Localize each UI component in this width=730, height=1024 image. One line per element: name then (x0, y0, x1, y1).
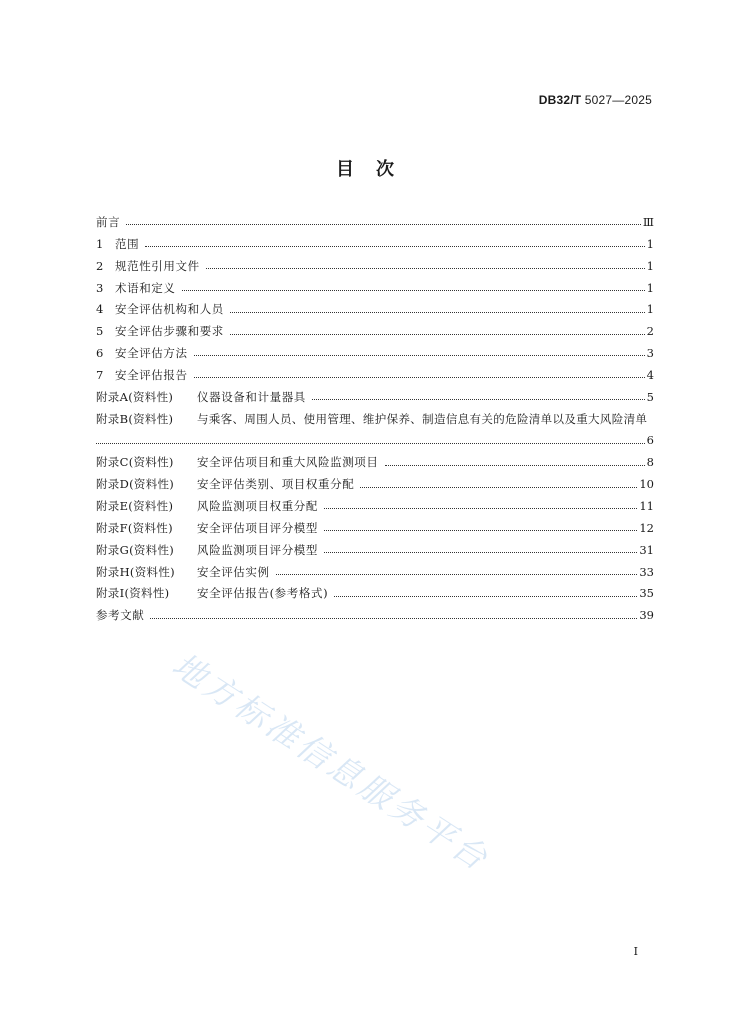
dot-leader (312, 399, 645, 400)
toc-entry-page: 1 (646, 280, 654, 295)
toc-entry-label: 前言 (96, 215, 121, 229)
toc-entry-appendix-g[interactable] (96, 540, 654, 562)
toc-entry-appendix-i[interactable] (96, 583, 654, 605)
toc-appendix-label: 附录E(资料性) (96, 498, 174, 513)
toc-entry-page: 2 (646, 324, 654, 339)
toc-entry-7[interactable] (96, 365, 654, 387)
toc-entry-6[interactable] (96, 343, 654, 365)
toc-entry-appendix-f[interactable] (96, 518, 654, 540)
toc-entry-appendix-b[interactable] (96, 409, 654, 431)
dot-leader (334, 596, 637, 597)
footer-page-number: I (633, 945, 638, 958)
toc-entry-page: 35 (639, 586, 654, 601)
toc-appendix-label: 附录F(资料性) (96, 520, 173, 535)
watermark: 地方标准信息服务平台 (165, 645, 498, 880)
toc-entry-page: 1 (646, 302, 654, 317)
toc-entry-number: 1 (96, 236, 104, 251)
toc-entry-number: 4 (96, 302, 104, 317)
toc-entry-label: 规范性引用文件 (115, 258, 200, 273)
toc-entry-label: 范围 (115, 236, 140, 251)
toc-entry-label: 与乘客、周围人员、使用管理、维护保养、制造信息有关的危险清单以及重大风险清单 (197, 411, 648, 426)
toc-entry-1[interactable] (96, 234, 654, 256)
toc-entry-page: 31 (639, 542, 654, 557)
dot-leader (194, 377, 645, 378)
toc-entry-label: 安全评估项目评分模型 (197, 520, 318, 535)
toc-appendix-label: 附录G(资料性) (96, 542, 175, 557)
toc-entry-page: 12 (639, 520, 654, 535)
table-of-contents (96, 212, 654, 627)
dot-leader (150, 618, 637, 619)
dot-leader (145, 246, 644, 247)
toc-entry-page: 3 (646, 346, 654, 361)
toc-entry-page: 33 (639, 564, 654, 579)
toc-entry-label: 术语和定义 (115, 280, 176, 295)
dot-leader (324, 508, 637, 509)
dot-leader (324, 552, 637, 553)
toc-entry-label: 安全评估项目和重大风险监测项目 (197, 455, 379, 470)
toc-entry-number: 5 (96, 324, 104, 339)
dot-leader (230, 312, 645, 313)
dot-leader (276, 574, 638, 575)
toc-entry-appendix-h[interactable] (96, 562, 654, 584)
toc-appendix-label: 附录C(资料性) (96, 455, 174, 470)
standard-code (539, 93, 652, 107)
dot-leader (182, 290, 645, 291)
toc-entry-label: 安全评估报告 (115, 367, 188, 382)
dot-leader (126, 224, 641, 225)
toc-entry-label: 安全评估方法 (115, 346, 188, 361)
dot-leader (385, 465, 645, 466)
toc-entry-appendix-a[interactable] (96, 387, 654, 409)
toc-entry-page: 39 (639, 608, 654, 623)
toc-entry-page: 1 (646, 258, 654, 273)
dot-leader (206, 268, 645, 269)
toc-entry-label: 安全评估类别、项目权重分配 (197, 477, 355, 492)
dot-leader (360, 487, 637, 488)
toc-entry-number: 7 (96, 367, 104, 382)
toc-entry-page: 11 (639, 498, 654, 513)
toc-entry-references[interactable] (96, 605, 654, 627)
toc-entry-page: 10 (639, 477, 654, 492)
toc-entry-number: 6 (96, 346, 104, 361)
toc-entry-label: 风险监测项目评分模型 (197, 542, 318, 557)
toc-entry-label: 风险监测项目权重分配 (197, 498, 318, 513)
toc-appendix-label: 附录A(资料性) (96, 389, 174, 404)
toc-entry-4[interactable] (96, 299, 654, 321)
dot-leader (194, 355, 645, 356)
page-title: 目次 (336, 159, 416, 180)
toc-entry-appendix-d[interactable] (96, 474, 654, 496)
toc-appendix-label: 附录B(资料性) (96, 411, 174, 426)
toc-entry-page: 1 (646, 236, 654, 251)
toc-entry-label: 安全评估步骤和要求 (115, 324, 224, 339)
toc-entry-number: 2 (96, 258, 104, 273)
toc-entry-label: 仪器设备和计量器具 (197, 389, 306, 404)
toc-entry-label: 安全评估机构和人员 (115, 302, 224, 317)
toc-entry-page: 6 (646, 433, 654, 448)
toc-entry-foreword[interactable] (96, 212, 654, 234)
toc-entry-2[interactable] (96, 256, 654, 278)
toc-entry-page: Ⅲ (642, 215, 654, 229)
dot-leader (230, 334, 645, 335)
toc-entry-page: 4 (646, 367, 654, 382)
toc-entry-5[interactable] (96, 321, 654, 343)
standard-code-prefix: DB32/T (538, 93, 582, 107)
toc-entry-label: 参考文献 (96, 608, 145, 623)
toc-appendix-label: 附录I(资料性) (96, 586, 170, 601)
toc-entry-appendix-c[interactable] (96, 452, 654, 474)
toc-entry-3[interactable] (96, 278, 654, 300)
toc-entry-page: 5 (646, 389, 654, 404)
toc-entry-label: 安全评估实例 (197, 564, 270, 579)
toc-entry-label: 安全评估报告(参考格式) (197, 586, 329, 601)
toc-entry-page: 8 (646, 455, 654, 470)
dot-leader (324, 530, 637, 531)
toc-appendix-label: 附录D(资料性) (96, 477, 175, 492)
dot-leader (96, 443, 645, 444)
toc-entry-appendix-b-continued[interactable] (96, 430, 654, 452)
toc-entry-number: 3 (96, 280, 104, 295)
standard-code-number: 5027—2025 (581, 93, 652, 107)
toc-entry-appendix-e[interactable] (96, 496, 654, 518)
toc-appendix-label: 附录H(资料性) (96, 564, 175, 579)
